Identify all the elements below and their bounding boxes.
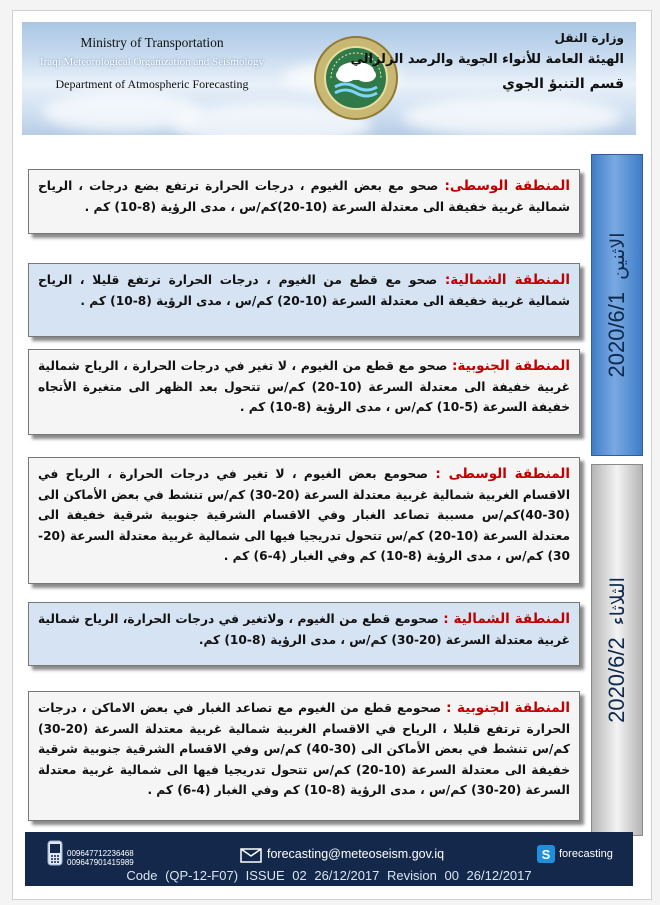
region-label: المنطقة الوسطى :: [435, 466, 570, 482]
forecast-text: صحو مع بعض الغيوم ، درجات الحرارة ترتفع بضع درجات ، الرياح شمالية غربية خفيفة الى معتدلة السرعة (10-20)كم/س ، مدى الرؤية (8-10) كم .: [38, 179, 570, 214]
day2-name: الثلاثاء: [607, 577, 629, 626]
skype-handle[interactable]: forecasting: [559, 848, 613, 860]
organization-logo: [313, 35, 399, 121]
day1-name: الاثنين: [607, 232, 629, 280]
day2-date: 2020/6/2: [604, 637, 629, 723]
document-code-line: Code (QP-12-F07) ISSUE 02 26/12/2017 Revision 00 26/12/2017: [126, 868, 532, 883]
forecast-text: صحو مع قطع من الغيوم ، درجات الحرارة ترتفع قليلا ، الرياح شمالية غربية خفيفة الى معتدلة السرعة (10-20) كم/س ، مدى الرؤية (8-10) كم .: [38, 273, 570, 308]
ministry-name-en: Ministry of Transportation: [80, 35, 224, 50]
phone-number-1: 009647712236468: [67, 849, 134, 858]
region-label: المنطقة الوسطى:: [444, 178, 570, 194]
forecast-text: صحومع قطع من الغيوم مع تصاعد الغبار في بعض الاماكن ، درجات الحرارة ترتفع قليلا ، الرياح في الاقسام الغربية شمالية غربية معتدلة السرعة (20-30) كم/س تنشط في بعض الأماكن الى (30-40) كم/س وفي الاقسام الشرقية جنوبية شرقية خفيفة الى معتدلة السرعة (10-20) كم/س تتحول تدريجيا فيها الى شمالية غربية معتدلة السرعة (20-30) كم/س ، مدى الرؤية (8-10) كم وفي الغبار (4-6) كم .: [38, 701, 571, 797]
forecast-text: صحو مع قطع من الغيوم ، لا تغير في درجات الحرارة ، الرياح شمالية غربية خفيفة الى معتدلة السرعة (10-20) كم/س تتحول بعد الظهر الى متغيرة الأتجاه خفيفة السرعة (5-10) كم/س ، مدى الرؤية (8-10) كم .: [38, 359, 570, 414]
bulletin-page: [12, 10, 652, 900]
forecast-day1-north: [28, 263, 580, 337]
region-label: المنطقة الجنوبية :: [446, 700, 570, 716]
ministry-name-ar: وزارة النقل: [554, 31, 624, 45]
forecast-day2-central: [28, 457, 580, 584]
department-name-en: Department of Atmospheric Forecasting: [55, 77, 249, 91]
skype-icon: [537, 845, 555, 863]
header-banner: [22, 22, 636, 135]
svg-text:S: S: [541, 847, 551, 862]
organization-name-ar: الهيئة العامة للأنواء الجوية والرصد الزلزالي: [350, 52, 624, 67]
organization-name-en: Iraqi Meteorological Organization and Seismology: [39, 56, 265, 68]
region-label: المنطقة الشمالية:: [444, 272, 570, 288]
forecast-text: صحومع بعض الغيوم ، لا تغير في درجات الحرارة ، الرياح في الاقسام الغربية شمالية غربية معتدلة السرعة (20-30) كم/س تنشط في بعض الأماكن الى (30-40)كم/س مسببة تصاعد الغبار وفي الاقسام الشرقية جنوبية شرقية خفيفة الى معتدلة السرعة (10-20) كم/س تتحول تدريجيا فيها الى شمالية غربية معتدلة السرعة (20-30) كم/س ، مدى الرؤية (8-10) كم وفي الغبار (4-6) كم .: [38, 467, 571, 563]
day1-date: 2020/6/1: [604, 291, 629, 378]
department-name-ar: قسم التنبؤ الجوي: [502, 76, 624, 92]
contact-email[interactable]: forecasting@meteoseism.gov.iq: [267, 847, 445, 861]
forecast-text: صحومع قطع من الغيوم ، ولاتغير في درجات الحرارة، الرياح شمالية غربية معتدلة السرعة (20-30) كم/س ، مدى الرؤية (8-10) كم.: [38, 612, 570, 647]
envelope-icon: [240, 848, 262, 863]
day2-label-panel: [591, 464, 643, 836]
forecast-day2-north: [28, 602, 580, 666]
phone-number-2: 009647901415989: [67, 858, 134, 867]
day1-label-panel: [591, 154, 643, 456]
contact-footer: [25, 832, 633, 886]
forecast-day2-south: [28, 691, 580, 821]
region-label: المنطقة الشمالية :: [443, 611, 570, 627]
forecast-day1-south: [28, 349, 580, 435]
forecast-day1-central: [28, 169, 580, 234]
phone-icon: [47, 840, 63, 866]
region-label: المنطقة الجنوبية:: [452, 358, 570, 374]
